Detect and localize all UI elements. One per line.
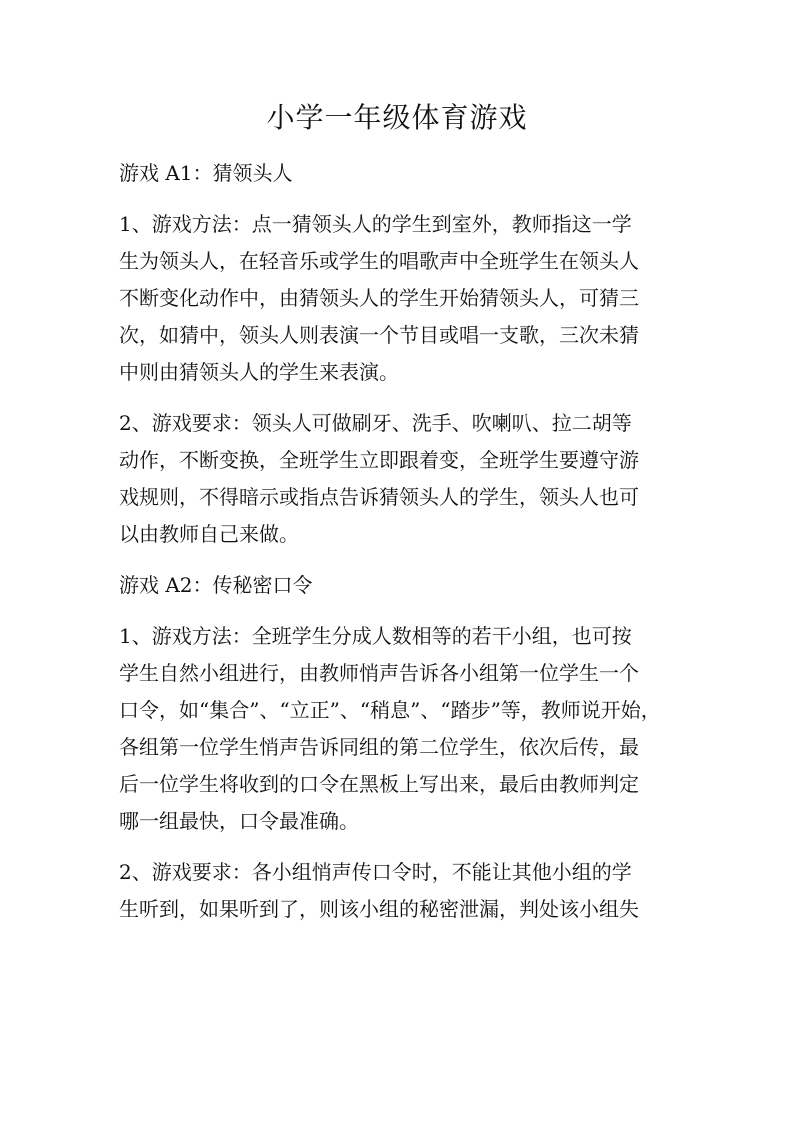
spacer	[119, 840, 679, 854]
spacer	[119, 192, 679, 206]
paragraph-a2-requirements: 2、游戏要求：各小组悄声传口令时，不能让其他小组的学 生听到，如果听到了，则该小组的秘密泄漏，判处该小组失	[119, 860, 639, 921]
page-title: 小学一年级体育游戏	[266, 101, 528, 134]
spacer	[119, 391, 679, 405]
paragraph-a2-method: 1、游戏方法：全班学生分成人数相等的若干小组，也可按 学生自然小组进行，由教师悄声告诉各小组第一位学生一个 口令，如“集合”、“立正”、“稍息”、“踏步”等，教师说开始， 各组第一位学生悄声告诉同组的第二位学生，依次后传，最 后一位学生将收到的口令在黑板上写出来，最后由教师判定 哪一组最快，口令最准确。	[119, 624, 661, 833]
paragraph-a1-requirements: 2、游戏要求：领头人可做刷牙、洗手、吹喇叭、拉二胡等 动作，不断变换，全班学生立即跟着变，全班学生要遵守游 戏规则，不得暗示或指点告诉猜领头人的学生，领头人也可 以由教师自己来做。	[119, 411, 639, 546]
spacer	[119, 604, 679, 618]
spacer	[119, 553, 679, 567]
section-heading-a1: 游戏 A1：猜领头人	[119, 161, 293, 185]
document-body	[119, 155, 679, 928]
paragraph-a1-method: 1、游戏方法：点一猜领头人的学生到室外，教师指这一学 生为领头人，在轻音乐或学生的唱歌声中全班学生在领头人 不断变化动作中，由猜领头人的学生开始猜领头人，可猜三 次，如猜中，领头人则表演一个节目或唱一支歌，三次未猜 中则由猜领头人的学生来表演。	[119, 212, 639, 384]
section-heading-a2: 游戏 A2：传秘密口令	[119, 573, 313, 597]
